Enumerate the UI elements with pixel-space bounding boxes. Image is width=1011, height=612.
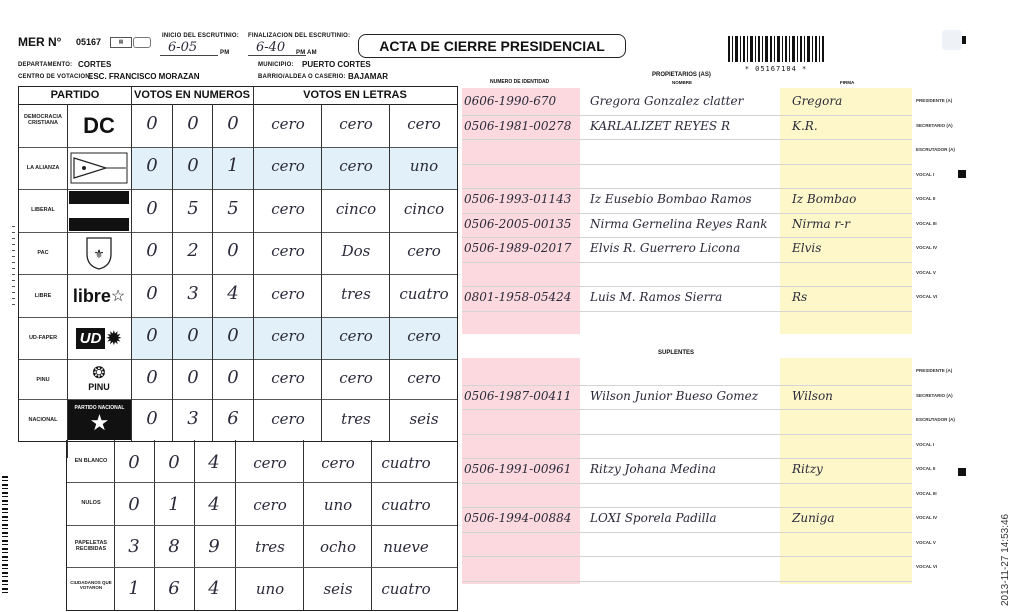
vote-word: cero <box>407 242 441 260</box>
summary-word: cuatro <box>381 580 431 598</box>
summary-word: cuatro <box>381 454 431 472</box>
summary-left-strip <box>18 440 66 610</box>
nacional-logo <box>68 400 131 440</box>
mer-label: MER N° <box>18 35 62 49</box>
summary-table <box>66 440 458 611</box>
signature-row-line <box>462 139 912 140</box>
col-numeros-header: VOTOS EN NUMEROS <box>134 89 250 101</box>
role-label: ESCRUTADOR (A) <box>916 417 955 422</box>
signature-row-line <box>462 483 912 484</box>
row-divider <box>19 317 457 318</box>
vote-word: uno <box>409 157 439 175</box>
row-divider <box>19 147 457 148</box>
summary-word: cero <box>321 454 355 472</box>
signature-row-line <box>462 532 912 533</box>
vote-digit: 0 <box>187 155 199 176</box>
party-label-liberal: LIBERAL <box>31 207 55 213</box>
role-label: VOCAL V <box>916 539 936 545</box>
member-signature: Zuniga <box>792 511 835 525</box>
vote-digit: 0 <box>146 325 158 346</box>
ud-sun-icon: ✹ <box>105 327 123 350</box>
party-label-dc: DEMOCRACIA CRISTIANA <box>24 114 62 126</box>
table-header <box>19 87 457 105</box>
member-signature: K.R. <box>792 118 818 133</box>
side-barcode <box>2 476 8 596</box>
vote-word: cero <box>271 285 305 303</box>
row-divider <box>67 567 457 568</box>
pac-logo <box>69 234 129 272</box>
col-nombre-header: NOMBRE <box>672 80 692 85</box>
vote-digit: 0 <box>227 240 239 261</box>
member-name: Luis M. Ramos Sierra <box>590 290 723 304</box>
role-label: VOCAL VI <box>916 564 938 569</box>
id-number: 0506-1993-01143 <box>464 192 572 206</box>
libre-star-icon: ☆ <box>110 288 126 305</box>
summary-word: uno <box>255 580 285 598</box>
vote-digit: 0 <box>187 367 199 388</box>
finalizacion-label: FINALIZACION DEL ESCRUTINIO: <box>248 33 351 39</box>
role-label: VOCAL II <box>916 466 936 471</box>
summary-word: ocho <box>319 538 357 556</box>
inicio-label: INICIO DEL ESCRUTINIO: <box>162 33 239 39</box>
ud-logo <box>69 319 129 357</box>
pinu-logo <box>69 361 129 397</box>
role-label: VOCAL IV <box>916 515 938 520</box>
suplentes-label: SUPLENTES <box>658 350 695 356</box>
col-firma-header: FIRMA <box>840 80 855 85</box>
vote-word: cero <box>339 157 373 175</box>
vote-word: cero <box>271 242 305 260</box>
vote-digit: 0 <box>146 198 158 219</box>
vote-digit: 0 <box>146 113 158 134</box>
vote-digit: 0 <box>227 367 239 388</box>
role-label: VOCAL IV <box>916 245 938 250</box>
scan-timestamp: 2013-11-27 14:53:46 <box>1000 513 1011 606</box>
barcode-text: * 05167104 * <box>744 65 808 73</box>
signature-row-line <box>462 507 912 508</box>
member-name: Iz Eusebio Bombao Ramos <box>590 192 752 206</box>
inicio-pm: PM <box>220 50 230 56</box>
vote-word: cero <box>339 369 373 387</box>
nacional-star-icon: ★ <box>89 410 110 435</box>
summary-label-nulos: NULOS <box>81 500 101 506</box>
inicio-value: 6-05 <box>168 40 198 55</box>
signature-row-line <box>462 286 912 287</box>
summary-label-ciudadanos: CIUDADANOS QUE VOTARON <box>70 580 112 590</box>
centro-value: ESC. FRANCISCO MORAZAN <box>88 72 200 81</box>
barcode <box>728 36 824 64</box>
top-right-fold <box>942 30 962 50</box>
vote-word: cero <box>271 369 305 387</box>
vote-digit: 5 <box>227 198 239 219</box>
page-title: ACTA DE CIERRE PRESIDENCIAL <box>379 38 605 54</box>
vote-word: tres <box>341 285 371 303</box>
vote-word: cero <box>271 157 305 175</box>
vote-word: Dos <box>341 242 371 260</box>
id-number: 0506-1991-00961 <box>464 462 572 476</box>
vote-word: cero <box>271 410 305 428</box>
summary-digit: 0 <box>128 452 140 473</box>
vote-digit: 0 <box>146 155 158 176</box>
member-name: KARLALIZET REYES R <box>590 118 730 133</box>
municipio-label: MUNICIPIO: <box>258 62 294 68</box>
barrio-label: BARRIO/ALDEA O CASERIO: <box>258 74 346 80</box>
summary-word: cero <box>253 454 287 472</box>
row-divider <box>19 274 457 275</box>
summary-word: nueve <box>383 538 429 556</box>
role-label: PRESIDENTE (A) <box>916 98 953 103</box>
summary-digit: 4 <box>208 452 220 473</box>
departamento-value: CORTES <box>78 60 112 69</box>
summary-digit: 4 <box>208 578 220 599</box>
vote-word: tres <box>341 410 371 428</box>
summary-digit: 0 <box>168 452 180 473</box>
summary-label-papeletas: PAPELETAS RECIBIDAS <box>74 540 108 552</box>
vote-word: cero <box>271 327 305 345</box>
vote-word: cero <box>407 327 441 345</box>
role-label: SECRETARIO (A) <box>916 392 953 398</box>
vote-word: seis <box>409 410 439 428</box>
party-label-pinu: PINU <box>36 377 50 383</box>
signature-row-line <box>462 311 912 312</box>
vote-word: cero <box>339 115 373 133</box>
signature-row-line <box>462 409 912 410</box>
vote-digit: 0 <box>187 325 199 346</box>
member-signature: Iz Bombao <box>792 192 857 206</box>
role-label: VOCAL III <box>916 490 937 496</box>
member-name: Nirma Gernelina Reyes Rank <box>590 216 768 231</box>
role-label: VOCAL V <box>916 269 936 275</box>
member-name: LOXI Sporela Padilla <box>590 511 717 525</box>
member-signature: Gregora <box>792 94 843 108</box>
alianza-arrow-icon <box>70 152 128 184</box>
alianza-logo <box>69 149 129 187</box>
libre-logo-text: libre <box>72 285 111 306</box>
vote-digit: 2 <box>187 240 199 261</box>
signature-row-line <box>462 262 912 263</box>
vote-word: cero <box>407 369 441 387</box>
party-label-ud: UD-FAPER <box>28 335 58 341</box>
member-name: Ritzy Johana Medina <box>590 462 717 476</box>
signature-row-line <box>462 164 912 165</box>
signature-row-line <box>462 115 912 116</box>
vote-word: cuatro <box>399 285 449 303</box>
vote-digit: 0 <box>146 283 158 304</box>
summary-word: tres <box>255 538 285 556</box>
vote-word: cero <box>271 115 305 133</box>
vote-digit: 5 <box>187 198 199 219</box>
summary-digit: 3 <box>128 536 140 557</box>
signature-row-line <box>462 581 912 582</box>
signature-row-line <box>462 385 912 386</box>
nacional-logo-text: PARTIDO NACIONAL <box>74 405 125 411</box>
finalizacion-value: 6-40 <box>256 40 286 55</box>
id-number: 0506-2005-00135 <box>464 216 572 231</box>
vote-digit: 6 <box>227 408 239 429</box>
signature-row-line <box>462 188 912 189</box>
municipio-value: PUERTO CORTES <box>302 60 371 69</box>
inicio-underline <box>160 55 218 56</box>
pac-shield-icon <box>84 236 114 270</box>
signature-row-line <box>462 556 912 557</box>
vote-digit: 0 <box>146 367 158 388</box>
role-label: VOCAL III <box>916 220 937 226</box>
summary-digit: 1 <box>128 578 140 599</box>
vote-digit: 4 <box>227 283 239 304</box>
departamento-label: DEPARTAMENTO: <box>18 62 73 68</box>
barrio-value: BAJAMAR <box>348 72 388 81</box>
id-number: 0506-1987-00411 <box>464 388 572 403</box>
summary-word: cuatro <box>381 496 431 514</box>
centro-label: CENTRO DE VOTACION: <box>18 74 93 80</box>
mer-number: 05167 <box>76 37 102 47</box>
id-number: 0506-1989-02017 <box>464 241 572 255</box>
dc-logo-text: DC <box>83 113 115 138</box>
seal-icon <box>133 37 151 48</box>
ud-logo-text: UD <box>76 328 106 349</box>
id-number: 0506-1994-00884 <box>464 511 572 525</box>
liberal-logo <box>69 191 129 231</box>
col-divider <box>321 104 322 441</box>
summary-digit: 1 <box>168 494 180 515</box>
vote-word: cinco <box>403 200 445 218</box>
liberal-flag-icon <box>69 191 129 231</box>
col-identidad-header: NUMERO DE IDENTIDAD <box>490 79 550 85</box>
vote-digit: 0 <box>146 408 158 429</box>
member-signature: Nirma r-r <box>792 216 850 231</box>
tse-logo: ▦ <box>110 37 132 48</box>
vote-digit: 3 <box>187 408 199 429</box>
votes-table <box>18 86 458 442</box>
member-signature: Wilson <box>792 388 833 403</box>
id-number: 0606-1990-670 <box>464 94 557 108</box>
col-divider <box>389 104 390 441</box>
summary-digit: 8 <box>168 536 180 557</box>
party-label-alianza: LA ALIANZA <box>26 165 60 171</box>
summary-digit: 4 <box>208 494 220 515</box>
member-signature: Ritzy <box>792 462 823 476</box>
pinu-logo-text: PINU <box>88 382 110 392</box>
summary-digit: 6 <box>168 578 180 599</box>
summary-word: uno <box>323 496 353 514</box>
svg-text:⚜: ⚜ <box>93 247 105 261</box>
col-partido-header: PARTIDO <box>50 89 100 101</box>
signature-row-line <box>462 458 912 459</box>
summary-digit: 9 <box>208 536 220 557</box>
vote-word: cero <box>339 327 373 345</box>
role-label: ESCRUTADOR (A) <box>916 147 955 152</box>
vote-digit: 0 <box>227 325 239 346</box>
col-divider <box>253 87 254 441</box>
vote-digit: 0 <box>227 113 239 134</box>
summary-word: cero <box>253 496 287 514</box>
role-label: VOCAL I <box>916 441 935 447</box>
signature-row-line <box>462 237 912 238</box>
side-ticks <box>12 226 15 306</box>
signature-row-line <box>462 213 912 214</box>
row-divider <box>19 359 457 360</box>
party-label-libre: LIBRE <box>34 293 52 299</box>
party-label-pac: PAC <box>37 250 49 256</box>
vote-digit: 3 <box>187 283 199 304</box>
summary-word: seis <box>323 580 353 598</box>
row-divider <box>19 232 457 233</box>
role-label: VOCAL VI <box>916 294 938 299</box>
role-label: VOCAL II <box>916 196 936 201</box>
member-signature: Rs <box>792 290 808 304</box>
col-letras-header: VOTOS EN LETRAS <box>303 89 407 101</box>
role-label: VOCAL I <box>916 171 935 177</box>
member-name: Elvis R. Guerrero Licona <box>590 241 741 255</box>
vote-digit: 0 <box>187 113 199 134</box>
vote-word: cinco <box>335 200 377 218</box>
reg-mark-bottom <box>958 468 966 476</box>
member-name: Gregora Gonzalez clatter <box>590 94 744 108</box>
title-box <box>358 34 626 58</box>
finalizacion-pmam: PM AM <box>296 50 317 56</box>
row-divider <box>67 525 457 526</box>
pinu-emblem-icon: ❂ <box>92 365 106 382</box>
role-label: PRESIDENTE (A) <box>916 368 953 373</box>
id-number: 0801-1958-05424 <box>464 290 572 304</box>
vote-word: cero <box>407 115 441 133</box>
row-divider <box>67 482 457 483</box>
col-propietarios-header: PROPIETARIOS (AS) <box>652 72 711 78</box>
dc-logo <box>69 107 129 145</box>
vote-word: cero <box>271 200 305 218</box>
member-signature: Elvis <box>792 241 822 255</box>
party-label-nacional: NACIONAL <box>28 417 58 423</box>
row-divider <box>19 189 457 190</box>
member-name: Wilson Junior Bueso Gomez <box>590 388 759 403</box>
vote-digit: 1 <box>227 155 239 176</box>
libre-logo <box>69 277 129 315</box>
reg-mark-mid <box>958 170 966 178</box>
summary-label-blanco: EN BLANCO <box>74 458 108 464</box>
signature-row-line <box>462 434 912 435</box>
summary-digit: 0 <box>128 494 140 515</box>
vote-digit: 0 <box>146 240 158 261</box>
id-number: 0506-1981-00278 <box>464 118 572 133</box>
role-label: SECRETARIO (A) <box>916 122 953 128</box>
